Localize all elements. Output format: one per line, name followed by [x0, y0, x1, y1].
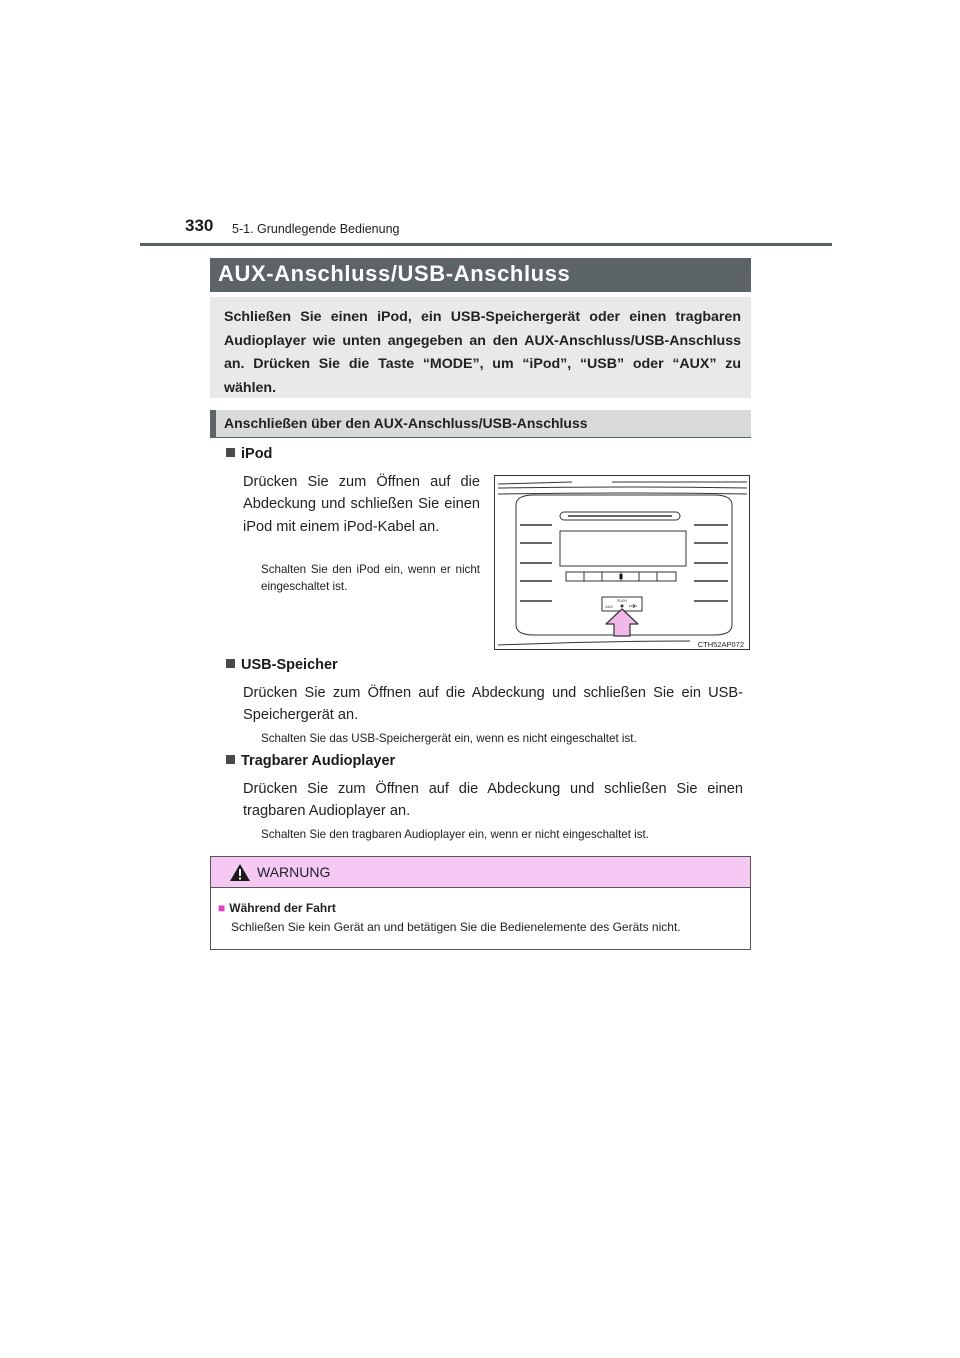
item-note-ipod: Schalten Sie den iPod ein, wenn er nicht eingeschaltet ist.	[261, 563, 480, 593]
warning-box	[210, 856, 751, 950]
warning-subheading-label: Während der Fahrt	[229, 901, 336, 915]
illustration-code: CTH52AP072	[697, 640, 744, 649]
warning-subheading	[218, 901, 336, 915]
warning-triangle-icon	[229, 863, 251, 882]
square-bullet-icon	[226, 659, 235, 668]
item-text-player: Drücken Sie zum Öffnen auf die Abdeckung und schließen Sie einen tragbaren Audioplayer an.	[243, 781, 743, 819]
item-heading-label: iPod	[241, 446, 273, 462]
item-note-usb: Schalten Sie das USB-Speichergerät ein, wenn es nicht eingeschaltet ist.	[261, 732, 637, 745]
port-aux-label: AUX	[605, 605, 613, 609]
item-heading-player	[226, 753, 395, 769]
warning-header	[211, 857, 750, 888]
warning-text: Schließen Sie kein Gerät an und betätigen Sie die Bedienelemente des Geräts nicht.	[231, 920, 681, 934]
item-note-player: Schalten Sie den tragbaren Audioplayer ein, wenn er nicht eingeschaltet ist.	[261, 828, 649, 841]
audio-unit-illustration	[494, 475, 750, 650]
item-heading-label: USB-Speicher	[241, 657, 338, 673]
intro-box: Schließen Sie einen iPod, ein USB-Speichergerät oder einen tragbaren Audioplayer wie unten angegeben an den AUX-Anschluss/USB-Anschluss an. Drücken Sie die Taste “MODE”, um “iPod”, “USB” oder “AUX” zu wählen.	[210, 297, 751, 398]
item-heading-usb	[226, 657, 338, 673]
item-text-usb: Drücken Sie zum Öffnen auf die Abdeckung und schließen Sie ein USB-Speichergerät an.	[243, 685, 743, 723]
header-divider	[140, 243, 832, 246]
item-heading-label: Tragbarer Audioplayer	[241, 753, 396, 769]
square-bullet-icon	[226, 448, 235, 457]
item-text-ipod: Drücken Sie zum Öffnen auf die Abdeckung und schließen Sie einen iPod mit einem iPod-Kabel an.	[243, 474, 480, 535]
item-heading-ipod	[226, 446, 272, 462]
warning-title: WARNUNG	[257, 864, 331, 880]
square-bullet-icon	[226, 755, 235, 764]
square-bullet-icon: ■	[218, 901, 226, 915]
port-push-label: PUSH	[617, 599, 627, 603]
section-title: AUX-Anschluss/USB-Anschluss	[210, 258, 751, 292]
subsection-title: Anschließen über den AUX-Anschluss/USB-Anschluss	[210, 410, 751, 438]
chapter-label: 5-1. Grundlegende Bedienung	[232, 222, 400, 236]
page-number: 330	[185, 216, 214, 235]
